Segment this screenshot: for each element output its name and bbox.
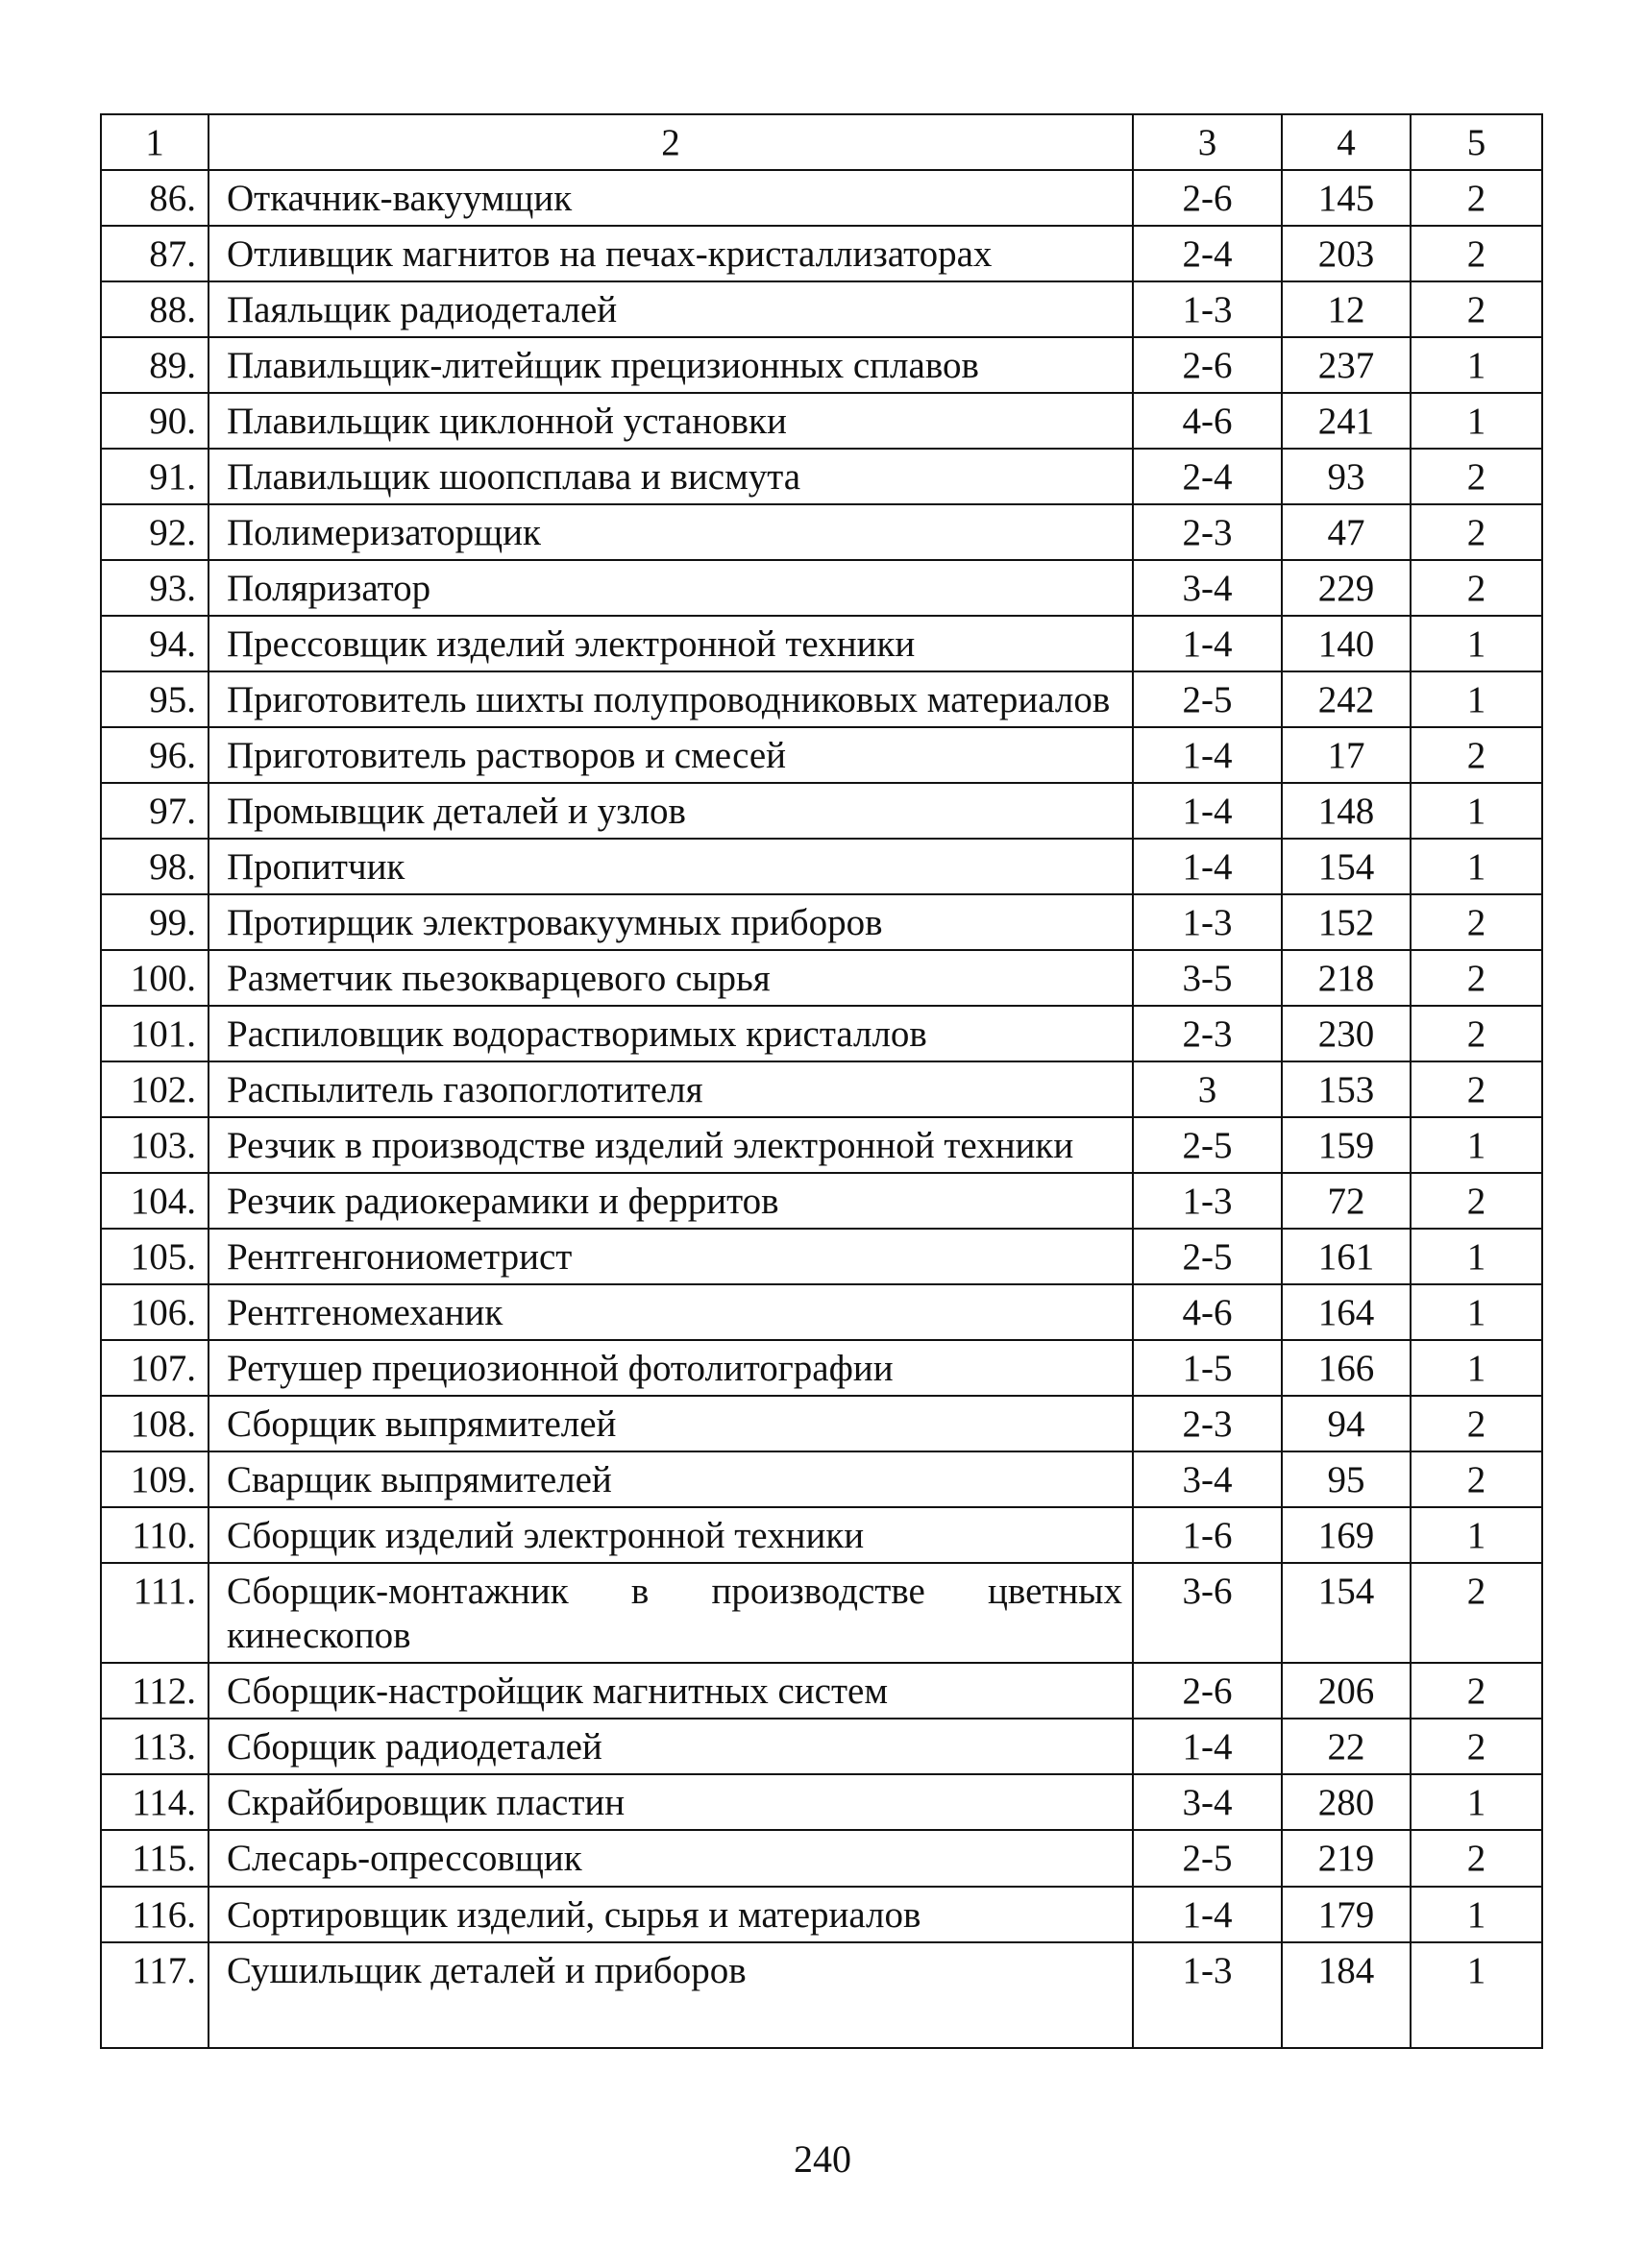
grade-range-cell: 1-3: [1133, 1942, 1282, 2048]
table-row: [101, 1173, 1542, 1229]
table-row: [101, 1451, 1542, 1507]
row-number-cell: 98.: [101, 839, 209, 894]
grade-range-cell: 1-4: [1133, 839, 1282, 894]
row-number-cell: 115.: [101, 1830, 209, 1886]
code-cell: 72: [1282, 1173, 1411, 1229]
code-cell: 94: [1282, 1396, 1411, 1451]
grade-range-cell: 2-5: [1133, 1830, 1282, 1886]
code-cell: 179: [1282, 1887, 1411, 1942]
profession-name-cell: Плавильщик-литейщик прецизионных сплавов: [209, 337, 1133, 393]
code-cell: 166: [1282, 1340, 1411, 1396]
class-cell: 2: [1411, 1663, 1542, 1719]
table-row: [101, 1061, 1542, 1117]
column-header-1: 1: [101, 114, 209, 170]
code-cell: 140: [1282, 616, 1411, 671]
profession-name-cell: Промывщик деталей и узлов: [209, 783, 1133, 839]
column-header-2: 2: [209, 114, 1133, 170]
profession-name-cell: Рентгенгониометрист: [209, 1229, 1133, 1284]
row-number-cell: 90.: [101, 393, 209, 449]
column-header-5: 5: [1411, 114, 1542, 170]
row-number-cell: 104.: [101, 1173, 209, 1229]
row-number-cell: 97.: [101, 783, 209, 839]
code-cell: 95: [1282, 1451, 1411, 1507]
row-number-cell: 117.: [101, 1942, 209, 2048]
profession-name-cell: Ретушер прециозионной фотолитографии: [209, 1340, 1133, 1396]
code-cell: 237: [1282, 337, 1411, 393]
code-cell: 22: [1282, 1719, 1411, 1774]
class-cell: 1: [1411, 1340, 1542, 1396]
row-number-cell: 103.: [101, 1117, 209, 1173]
table-row: [101, 783, 1542, 839]
professions-table: [100, 113, 1543, 2049]
grade-range-cell: 4-6: [1133, 393, 1282, 449]
code-cell: 218: [1282, 950, 1411, 1006]
table-row: [101, 337, 1542, 393]
table-row: [101, 1774, 1542, 1830]
profession-name-cell: Слесарь-опрессовщик: [209, 1830, 1133, 1886]
profession-name-cell: Плавильщик циклонной установки: [209, 393, 1133, 449]
table-row: [101, 1229, 1542, 1284]
table-body: [101, 170, 1542, 2048]
row-number-cell: 94.: [101, 616, 209, 671]
profession-name-cell: Поляризатор: [209, 560, 1133, 616]
grade-range-cell: 1-4: [1133, 1719, 1282, 1774]
table-row: [101, 1942, 1542, 2048]
grade-range-cell: 3-5: [1133, 950, 1282, 1006]
class-cell: 1: [1411, 616, 1542, 671]
row-number-cell: 101.: [101, 1006, 209, 1061]
grade-range-cell: 1-4: [1133, 1887, 1282, 1942]
row-number-cell: 91.: [101, 449, 209, 504]
grade-range-cell: 3: [1133, 1061, 1282, 1117]
profession-name-cell: Резчик радиокерамики и ферритов: [209, 1173, 1133, 1229]
profession-name-cell: Отливщик магнитов на печах-кристаллизаторах: [209, 226, 1133, 281]
row-number-cell: 108.: [101, 1396, 209, 1451]
code-cell: 148: [1282, 783, 1411, 839]
code-cell: 145: [1282, 170, 1411, 226]
table-row: [101, 1563, 1542, 1663]
row-number-cell: 93.: [101, 560, 209, 616]
code-cell: 184: [1282, 1942, 1411, 2048]
class-cell: 1: [1411, 783, 1542, 839]
class-cell: 2: [1411, 1173, 1542, 1229]
table-row: [101, 1396, 1542, 1451]
grade-range-cell: 2-5: [1133, 1229, 1282, 1284]
class-cell: 1: [1411, 1942, 1542, 2048]
grade-range-cell: 2-3: [1133, 1396, 1282, 1451]
row-number-cell: 107.: [101, 1340, 209, 1396]
column-header-3: 3: [1133, 114, 1282, 170]
table-row: [101, 1284, 1542, 1340]
profession-name-cell: Плавильщик шоопсплава и висмута: [209, 449, 1133, 504]
code-cell: 17: [1282, 727, 1411, 783]
row-number-cell: 92.: [101, 504, 209, 560]
code-cell: 154: [1282, 1563, 1411, 1663]
profession-name-cell: Пропитчик: [209, 839, 1133, 894]
code-cell: 159: [1282, 1117, 1411, 1173]
grade-range-cell: 2-5: [1133, 671, 1282, 727]
class-cell: 1: [1411, 393, 1542, 449]
grade-range-cell: 1-3: [1133, 894, 1282, 950]
row-number-cell: 105.: [101, 1229, 209, 1284]
table-row: [101, 950, 1542, 1006]
table-row: [101, 1663, 1542, 1719]
profession-name-cell: Прессовщик изделий электронной техники: [209, 616, 1133, 671]
code-cell: 164: [1282, 1284, 1411, 1340]
column-header-4: 4: [1282, 114, 1411, 170]
class-cell: 2: [1411, 1396, 1542, 1451]
profession-name-cell: Сборщик выпрямителей: [209, 1396, 1133, 1451]
row-number-cell: 100.: [101, 950, 209, 1006]
row-number-cell: 116.: [101, 1887, 209, 1942]
grade-range-cell: 2-6: [1133, 1663, 1282, 1719]
profession-name-cell: Резчик в производстве изделий электронной техники: [209, 1117, 1133, 1173]
class-cell: 2: [1411, 950, 1542, 1006]
row-number-cell: 114.: [101, 1774, 209, 1830]
table-row: [101, 1830, 1542, 1886]
row-number-cell: 112.: [101, 1663, 209, 1719]
profession-name-cell: Разметчик пьезокварцевого сырья: [209, 950, 1133, 1006]
code-cell: 219: [1282, 1830, 1411, 1886]
code-cell: 169: [1282, 1507, 1411, 1563]
code-cell: 152: [1282, 894, 1411, 950]
profession-name-cell: Паяльщик радиодеталей: [209, 281, 1133, 337]
table-row: [101, 393, 1542, 449]
grade-range-cell: 4-6: [1133, 1284, 1282, 1340]
class-cell: 1: [1411, 1117, 1542, 1173]
code-cell: 12: [1282, 281, 1411, 337]
class-cell: 1: [1411, 839, 1542, 894]
code-cell: 203: [1282, 226, 1411, 281]
grade-range-cell: 3-4: [1133, 560, 1282, 616]
row-number-cell: 86.: [101, 170, 209, 226]
profession-name-cell: Сборщик радиодеталей: [209, 1719, 1133, 1774]
class-cell: 2: [1411, 1006, 1542, 1061]
row-number-cell: 106.: [101, 1284, 209, 1340]
class-cell: 1: [1411, 671, 1542, 727]
table-row: [101, 616, 1542, 671]
grade-range-cell: 2-6: [1133, 170, 1282, 226]
table-header-row: [101, 114, 1542, 170]
class-cell: 1: [1411, 1507, 1542, 1563]
row-number-cell: 89.: [101, 337, 209, 393]
grade-range-cell: 3-4: [1133, 1451, 1282, 1507]
grade-range-cell: 1-5: [1133, 1340, 1282, 1396]
grade-range-cell: 2-3: [1133, 1006, 1282, 1061]
table-row: [101, 226, 1542, 281]
table-row: [101, 560, 1542, 616]
row-number-cell: 87.: [101, 226, 209, 281]
code-cell: 229: [1282, 560, 1411, 616]
code-cell: 161: [1282, 1229, 1411, 1284]
profession-name-cell: Сушильщик деталей и приборов: [209, 1942, 1133, 2048]
grade-range-cell: 1-3: [1133, 1173, 1282, 1229]
code-cell: 241: [1282, 393, 1411, 449]
profession-name-cell: Приготовитель шихты полупроводниковых материалов: [209, 671, 1133, 727]
grade-range-cell: 1-4: [1133, 727, 1282, 783]
class-cell: 1: [1411, 1284, 1542, 1340]
profession-name-cell: Рентгеномеханик: [209, 1284, 1133, 1340]
profession-name-cell: Сборщик-настройщик магнитных систем: [209, 1663, 1133, 1719]
grade-range-cell: 2-6: [1133, 337, 1282, 393]
row-number-cell: 110.: [101, 1507, 209, 1563]
table-row: [101, 504, 1542, 560]
grade-range-cell: 3-6: [1133, 1563, 1282, 1663]
profession-name-cell: Приготовитель растворов и смесей: [209, 727, 1133, 783]
grade-range-cell: 2-4: [1133, 449, 1282, 504]
profession-name-cell: Скрайбировщик пластин: [209, 1774, 1133, 1830]
table-row: [101, 671, 1542, 727]
code-cell: 154: [1282, 839, 1411, 894]
row-number-cell: 96.: [101, 727, 209, 783]
profession-name-cell: Откачник-вакуумщик: [209, 170, 1133, 226]
table-row: [101, 281, 1542, 337]
class-cell: 2: [1411, 170, 1542, 226]
row-number-cell: 88.: [101, 281, 209, 337]
table-row: [101, 1117, 1542, 1173]
row-number-cell: 109.: [101, 1451, 209, 1507]
profession-name-cell: Сборщик-монтажник в производстве цветных кинескопов: [209, 1563, 1133, 1663]
class-cell: 2: [1411, 1451, 1542, 1507]
row-number-cell: 102.: [101, 1061, 209, 1117]
class-cell: 1: [1411, 337, 1542, 393]
grade-range-cell: 3-4: [1133, 1774, 1282, 1830]
row-number-cell: 113.: [101, 1719, 209, 1774]
table-row: [101, 839, 1542, 894]
grade-range-cell: 2-3: [1133, 504, 1282, 560]
table-row: [101, 1507, 1542, 1563]
class-cell: 1: [1411, 1774, 1542, 1830]
code-cell: 242: [1282, 671, 1411, 727]
table-row: [101, 1340, 1542, 1396]
class-cell: 2: [1411, 1830, 1542, 1886]
grade-range-cell: 1-3: [1133, 281, 1282, 337]
class-cell: 2: [1411, 504, 1542, 560]
profession-name-cell: Распылитель газопоглотителя: [209, 1061, 1133, 1117]
class-cell: 2: [1411, 1563, 1542, 1663]
table-row: [101, 1006, 1542, 1061]
class-cell: 2: [1411, 281, 1542, 337]
class-cell: 2: [1411, 1061, 1542, 1117]
grade-range-cell: 2-5: [1133, 1117, 1282, 1173]
page-number: 240: [794, 2137, 851, 2181]
row-number-cell: 111.: [101, 1563, 209, 1663]
profession-name-cell: Сварщик выпрямителей: [209, 1451, 1133, 1507]
code-cell: 230: [1282, 1006, 1411, 1061]
table-row: [101, 1719, 1542, 1774]
grade-range-cell: 1-6: [1133, 1507, 1282, 1563]
code-cell: 153: [1282, 1061, 1411, 1117]
class-cell: 2: [1411, 894, 1542, 950]
code-cell: 47: [1282, 504, 1411, 560]
code-cell: 280: [1282, 1774, 1411, 1830]
row-number-cell: 99.: [101, 894, 209, 950]
table-row: [101, 727, 1542, 783]
code-cell: 93: [1282, 449, 1411, 504]
table-row: [101, 449, 1542, 504]
class-cell: 1: [1411, 1229, 1542, 1284]
grade-range-cell: 1-4: [1133, 783, 1282, 839]
table-row: [101, 170, 1542, 226]
code-cell: 206: [1282, 1663, 1411, 1719]
table-row: [101, 1887, 1542, 1942]
class-cell: 2: [1411, 1719, 1542, 1774]
table-row: [101, 894, 1542, 950]
class-cell: 2: [1411, 727, 1542, 783]
row-number-cell: 95.: [101, 671, 209, 727]
class-cell: 1: [1411, 1887, 1542, 1942]
class-cell: 2: [1411, 560, 1542, 616]
grade-range-cell: 2-4: [1133, 226, 1282, 281]
profession-name-cell: Полимеризаторщик: [209, 504, 1133, 560]
professions-table-container: [100, 113, 1541, 2049]
class-cell: 2: [1411, 226, 1542, 281]
profession-name-cell: Протирщик электровакуумных приборов: [209, 894, 1133, 950]
grade-range-cell: 1-4: [1133, 616, 1282, 671]
profession-name-cell: Сортировщик изделий, сырья и материалов: [209, 1887, 1133, 1942]
profession-name-cell: Сборщик изделий электронной техники: [209, 1507, 1133, 1563]
class-cell: 2: [1411, 449, 1542, 504]
profession-name-cell: Распиловщик водорастворимых кристаллов: [209, 1006, 1133, 1061]
